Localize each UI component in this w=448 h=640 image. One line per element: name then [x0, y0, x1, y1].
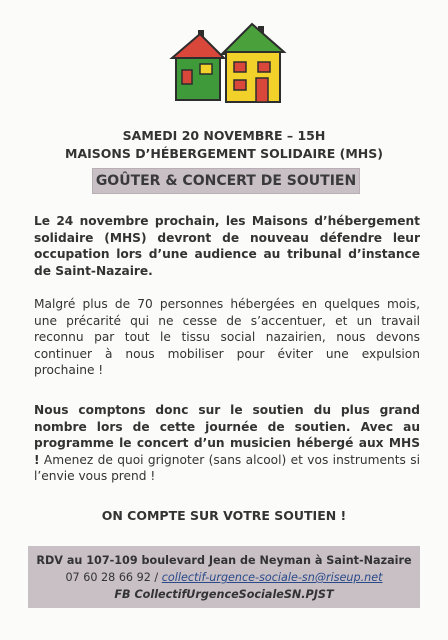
contact-line — [28, 569, 420, 586]
facebook-handle: FB CollectifUrgenceSocialeSN.PJST — [114, 588, 334, 601]
event-date: SAMEDI 20 NOVEMBRE – 15H — [122, 128, 326, 143]
meeting-address: RDV au 107-109 boulevard Jean de Neyman à Saint-Nazaire — [36, 554, 412, 567]
paragraph-hearing: Le 24 novembre prochain, les Maisons d’hébergement solidaire (MHS) devront de nouveau défendre leur occupation lors d’une audience au tribunal d’instance de Saint-Nazaire. — [34, 214, 420, 278]
paragraph-invitation — [34, 402, 420, 485]
event-title: GOÛTER & CONCERT DE SOUTIEN — [92, 168, 360, 194]
call-to-action: ON COMPTE SUR VOTRE SOUTIEN ! — [101, 508, 347, 523]
paragraph-context: Malgré plus de 70 personnes hébergées en quelques mois, une précarité qui ne cesse de s’accentuer, et un travail reconnu par tout le tissu social nazairien, nous devons continuer à nous mobiliser pour éviter une expulsion prochaine ! — [34, 297, 420, 378]
invitation-normal-text: Amenez de quoi grignoter (sans alcool) et vos instruments si l’envie vous prend ! — [34, 452, 420, 484]
invitation-bold-text: Nous comptons donc sur le soutien du plus grand nombre lors de cette journée de soutien. Avec au programme le concert d’un musicien hébergé aux MHS ! — [34, 403, 420, 467]
contact-footer — [28, 546, 420, 608]
email-link[interactable]: collectif-urgence-sociale-sn@riseup.net — [161, 571, 383, 584]
phone-number: 07 60 28 66 92 / — [65, 571, 162, 584]
houses-logo-icon — [160, 8, 290, 108]
organization-name: MAISONS D’HÉBERGEMENT SOLIDAIRE (MHS) — [65, 146, 383, 161]
